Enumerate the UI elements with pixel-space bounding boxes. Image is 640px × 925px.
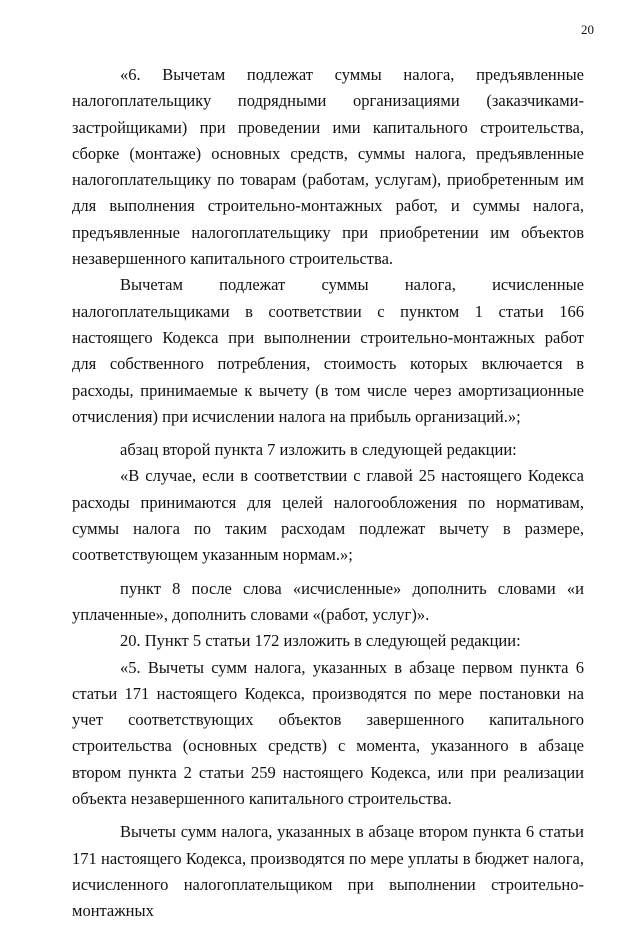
document-body [72,62,584,925]
page-number: 20 [581,22,594,37]
paragraph-chapter-25-norms: «В случае, если в соответствии с главой 25 настоящего Кодекса расходы принимаются для целей налогообложения по нормативам, суммы налога по таким расходам подлежат вычету в размере, соответствующем указанным нормам.»; [72,466,584,565]
paragraph-item-20: 20. Пункт 5 статьи 172 изложить в следующей редакции: [120,631,521,651]
paragraph-clause-5: «5. Вычеты сумм налога, указанных в абзаце первом пункта 6 статьи 171 настоящего Кодекса, производятся по мере постановки на учет соответствующих объектов завершенного капитального строительства (основных средств) с момента, указанного в абзаце втором пункта 2 статьи 259 настоящего Кодекса, или при реализации объекта незавершенного капитального строительства. [72,657,584,809]
paragraph-clause-6: «6. Вычетам подлежат суммы налога, предъявленные налогоплательщику подрядными организациями (заказчиками-застройщиками) при проведении ими капитального строительства, сборке (монтаже) основных средств, суммы налога, предъявленные налогоплательщику по товарам (работам, услугам), приобретенным им для выполнения строительно-монтажных работ, и суммы налога, предъявленные налогоплательщику при приобретении им объектов незавершенного капитального строительства. [72,65,584,269]
paragraph-deductions-own-construction: Вычетам подлежат суммы налога, исчисленные налогоплательщиками в соответствии с пунктом 1 статьи 166 настоящего Кодекса при выполнении строительно-монтажных работ для собственного потребления, стоимость которых включается в расходы, принимаемые к вычету (в том числе через амортизационные отчисления) при исчислении налога на прибыль организаций.»; [72,275,584,426]
paragraph-amendment-clause-8: пункт 8 после слова «исчисленные» дополнить словами «и уплаченные», дополнить словами «(работ, услуг)». [72,578,584,624]
paragraph-amendment-clause-7: абзац второй пункта 7 изложить в следующей редакции: [120,440,517,460]
paragraph-deductions-payment: Вычеты сумм налога, указанных в абзаце втором пункта 6 статьи 171 настоящего Кодекса, производятся по мере уплаты в бюджет налога, исчисленного налогоплательщиком при выполнении строительно-монтажных [72,822,584,921]
